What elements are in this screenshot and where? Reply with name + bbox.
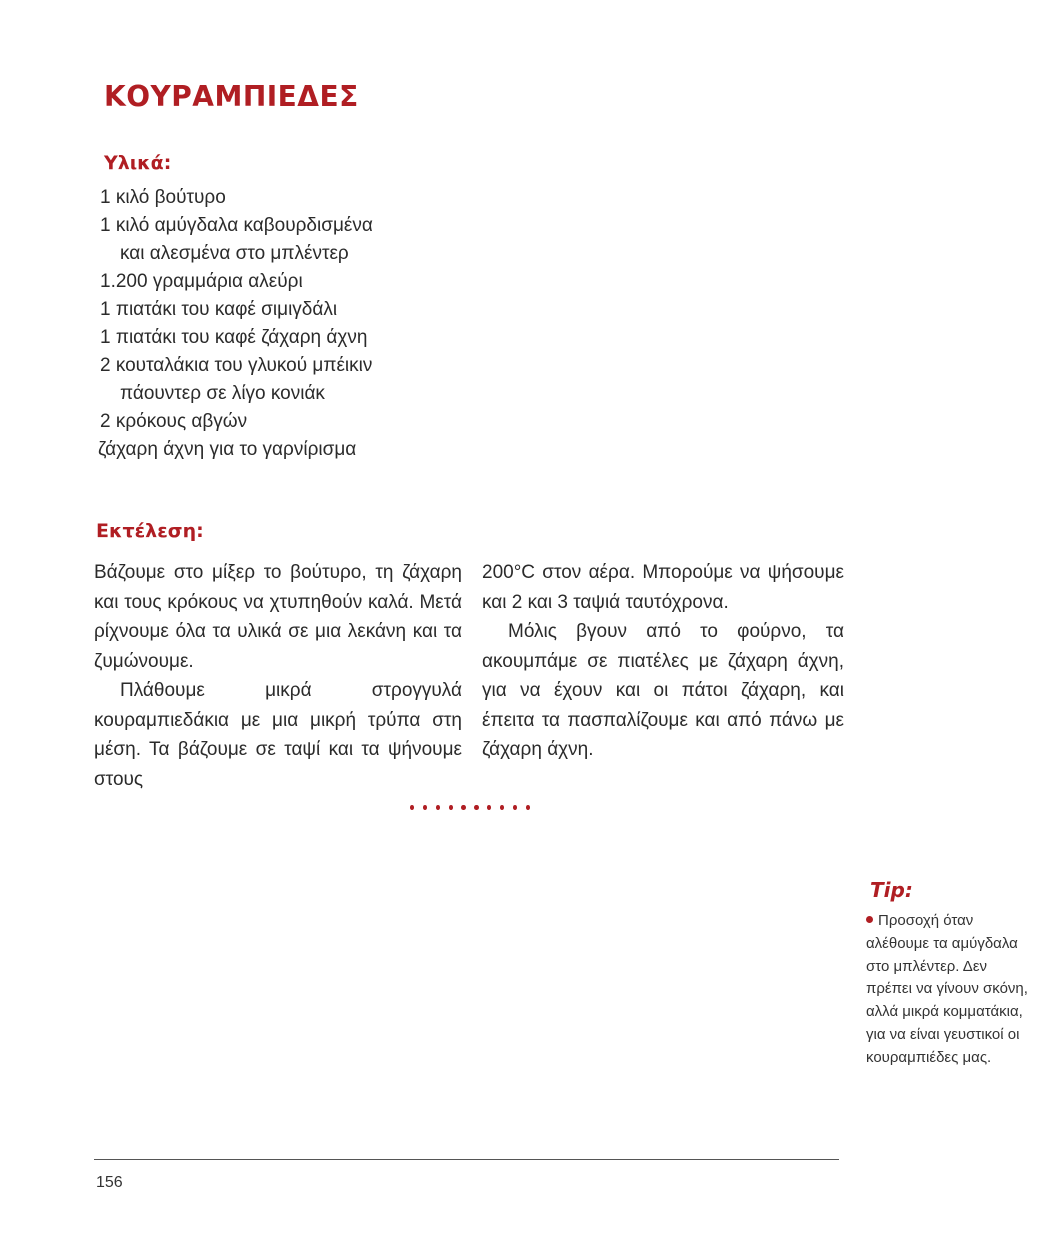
separator-dot (487, 805, 491, 810)
tip-text: Προσοχή όταν αλέθουμε τα αμύγδαλα στο μπλέντερ. Δεν πρέπει να γίνουν σκόνη, αλλά μικρά κομματάκια, για να είναι γευστικοί οι κουραμπιέδες μας. (866, 912, 1028, 1066)
page-number: 156 (96, 1174, 123, 1191)
method-column-right (482, 558, 844, 765)
method-paragraph: 200°C στον αέρα. Μπορούμε να ψήσουμε και 2 και 3 ταψιά ταυτόχρονα. (482, 562, 844, 613)
method-paragraph: Πλάθουμε μικρά στρογγυλά κουραμπιεδάκια με μια μικρή τρύπα στη μέση. Τα βάζουμε σε ταψί και τα ψήνουμε στους (94, 680, 462, 790)
ingredients-list (100, 184, 373, 464)
tip-body (866, 910, 1036, 1070)
separator-dot (461, 805, 465, 810)
separator-dot (449, 805, 453, 810)
separator-dot (500, 805, 504, 810)
ingredient-item: 1 πιατάκι του καφέ ζάχαρη άχνη (100, 327, 368, 348)
recipe-title: ΚΟΥΡΑΜΠΙΕΔΕΣ (104, 80, 359, 113)
method-paragraph: Μόλις βγουν από το φούρνο, τα ακουμπάμε σε πιατέλες με ζάχαρη άχνη, για να έχουν και οι πάτοι ζάχαρη, και έπειτα τα πασπαλίζουμε και από πάνω με ζάχαρη άχνη. (482, 621, 844, 760)
separator-dot (423, 805, 427, 810)
ingredient-item: 1 κιλό βούτυρο (100, 187, 226, 208)
separator-dot (474, 805, 478, 810)
ingredient-item-continuation: πάουντερ σε λίγο κονιάκ (120, 383, 325, 404)
footer-divider (94, 1159, 839, 1160)
method-paragraph: Βάζουμε στο μίξερ το βούτυρο, τη ζάχαρη και τους κρόκους να χτυπηθούν καλά. Μετά ρίχνουμε όλα τα υλικά σε μια λεκάνη και τα ζυμώνουμε. (94, 562, 462, 672)
separator-dot (526, 805, 530, 810)
separator-dot (436, 805, 440, 810)
ingredients-heading: Υλικά: (104, 152, 172, 174)
separator-dot (513, 805, 517, 810)
dot-separator (410, 805, 530, 810)
ingredient-item: 2 κρόκους αβγών (100, 411, 248, 432)
ingredient-item-continuation: και αλεσμένα στο μπλέντερ (120, 243, 349, 264)
tip-box (866, 878, 1036, 1070)
bullet-icon (866, 916, 873, 923)
ingredient-item: 2 κουταλάκια του γλυκού μπέικιν (100, 355, 373, 376)
method-column-left (94, 558, 462, 794)
tip-title: Tip: (870, 878, 913, 902)
ingredient-item: 1 κιλό αμύγδαλα καβουρδισμένα (100, 215, 373, 236)
method-heading: Εκτέλεση: (96, 520, 204, 542)
ingredient-item: ζάχαρη άχνη για το γαρνίρισμα (98, 439, 357, 460)
ingredient-item: 1 πιατάκι του καφέ σιμιγδάλι (100, 299, 338, 320)
separator-dot (410, 805, 414, 810)
ingredient-item: 1.200 γραμμάρια αλεύρι (100, 271, 303, 292)
